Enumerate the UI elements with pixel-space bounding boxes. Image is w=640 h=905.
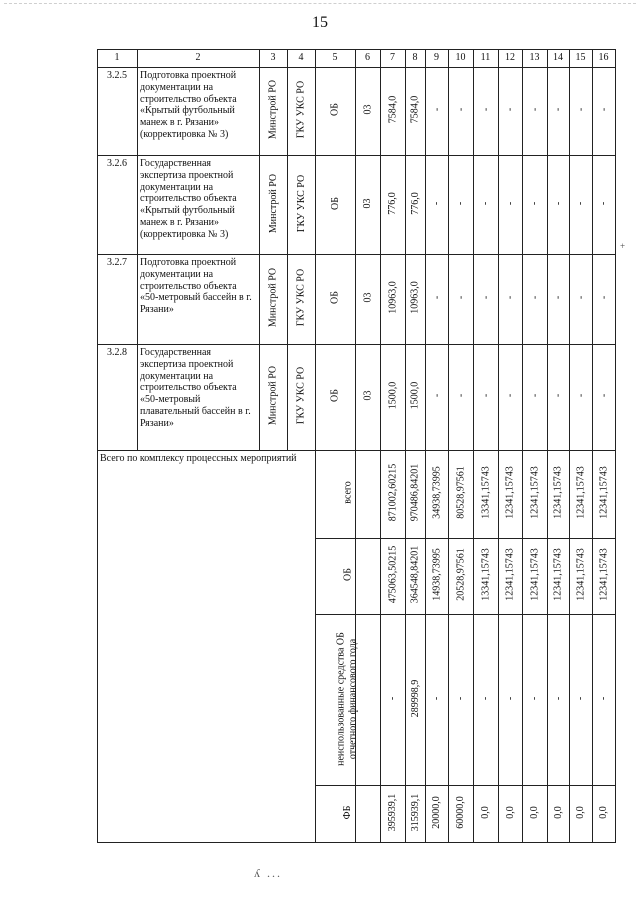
column-rule	[547, 49, 548, 843]
column-header-12: 12	[505, 52, 515, 64]
summary-value: 12341,15743	[552, 466, 564, 519]
row-contractor: ГКУ УКС РО	[295, 366, 307, 425]
column-header-13: 13	[529, 52, 540, 64]
row-value: -	[480, 295, 491, 300]
row-funding-source: ОБ	[329, 103, 341, 116]
summary-value: 12341,15743	[598, 548, 609, 601]
summary-value: 34938,73995	[431, 466, 442, 519]
summary-value: 0,0	[552, 805, 564, 819]
row-value: -	[431, 201, 442, 205]
column-header-15: 15	[575, 52, 586, 64]
column-rule	[287, 49, 288, 451]
row-year-code: 03	[362, 198, 373, 208]
row-value: -	[455, 107, 466, 112]
column-rule	[569, 49, 570, 843]
row-year-code: 03	[362, 292, 373, 303]
column-rule	[498, 49, 499, 843]
summary-value: 20528,97561	[455, 548, 466, 601]
handwritten-mark: ʎ ...	[254, 866, 282, 880]
column-rule	[473, 49, 474, 843]
row-value: -	[598, 201, 609, 205]
row-value: -	[598, 107, 609, 112]
row-contractor: ГКУ УКС РО	[295, 174, 307, 232]
summary-value: 0,0	[480, 805, 491, 819]
summary-value: -	[455, 696, 466, 700]
summary-value: -	[431, 696, 442, 700]
summary-value: 0,0	[504, 805, 516, 819]
summary-value: 0,0	[529, 805, 540, 819]
row-code: 3.2.7	[107, 257, 127, 268]
row-value: -	[529, 201, 540, 205]
page-number: 15	[312, 14, 328, 31]
summary-value: 395939,1	[387, 793, 398, 831]
row-value: -	[480, 107, 491, 112]
column-rule	[425, 49, 426, 843]
row-year1: 1500,0	[409, 381, 421, 410]
summary-row-rule	[315, 785, 615, 786]
summary-value: 12341,15743	[552, 548, 564, 601]
row-contractor: ГКУ УКС РО	[295, 80, 307, 139]
row-description: Государственная экспертиза проектной документации на строительство объекта «50-метровый плавательный бассейн в г. Рязани»	[140, 347, 251, 429]
summary-value: 871002,60215	[387, 463, 398, 522]
row-year-code: 03	[362, 390, 373, 401]
row-value: -	[529, 295, 540, 300]
column-header-11: 11	[480, 52, 491, 64]
table-bottom-rule	[97, 842, 616, 843]
row-funding-source: ОБ	[329, 196, 341, 210]
row-value: -	[529, 393, 540, 398]
column-rule	[448, 49, 449, 843]
column-rule	[405, 49, 406, 843]
row-executor: Минстрой РО	[267, 173, 279, 233]
row-description: Подготовка проектной документации на строительство объекта «50-метровый бассейн в г. Рязани»	[140, 257, 252, 316]
row-value: -	[552, 107, 564, 112]
summary-value: 60000,0	[455, 795, 466, 829]
summary-value: 289998,9	[409, 679, 421, 717]
row-funding-source: ОБ	[329, 291, 341, 304]
row-value: -	[598, 295, 609, 300]
summary-value: 14938,73995	[431, 548, 442, 601]
summary-value: 12341,15743	[598, 466, 609, 519]
summary-row-rule	[315, 538, 615, 539]
summary-value: 315939,1	[409, 793, 421, 831]
row-description: Подготовка проектной документации на строительство объекта «Крытый футбольный манеж в г. Рязани» (корректировка № 3)	[140, 70, 237, 140]
row-value: -	[575, 393, 586, 398]
summary-value: 12341,15743	[504, 548, 516, 601]
column-rule	[592, 49, 593, 843]
row-year1: 10963,0	[409, 281, 421, 314]
row-value: -	[575, 295, 586, 300]
column-rule	[259, 49, 260, 451]
column-rule	[380, 49, 381, 843]
row-value: -	[455, 201, 466, 205]
row-executor: Минстрой РО	[267, 267, 279, 328]
row-value: -	[480, 393, 491, 398]
summary-value: 12341,15743	[529, 548, 540, 601]
row-value: -	[575, 201, 586, 205]
column-header-4: 4	[298, 52, 304, 64]
row-value: -	[575, 107, 586, 112]
summary-value: 0,0	[575, 805, 586, 819]
row-value: -	[504, 393, 516, 398]
row-contractor: ГКУ УКС РО	[295, 268, 307, 327]
summary-value: 13341,15743	[480, 466, 491, 519]
margin-mark: +	[620, 241, 626, 251]
row-value: -	[504, 107, 516, 112]
summary-value: 364548,84201	[409, 545, 421, 604]
summary-value: 80528,97561	[455, 466, 466, 519]
summary-value: -	[504, 696, 516, 700]
column-rule	[615, 49, 616, 843]
column-header-7: 7	[390, 52, 395, 64]
column-header-16: 16	[598, 52, 609, 64]
summary-group-label: ОБ	[342, 568, 353, 581]
summary-group-label: ФБ	[342, 805, 353, 819]
row-value: -	[529, 107, 540, 112]
column-rule	[522, 49, 523, 843]
row-total: 10963,0	[387, 281, 398, 314]
summary-value: 0,0	[598, 805, 609, 819]
row-executor: Минстрой РО	[267, 365, 279, 426]
row-value: -	[552, 201, 564, 205]
row-value: -	[455, 393, 466, 398]
row-value: -	[552, 295, 564, 300]
summary-value: 970486,84201	[409, 463, 421, 522]
summary-group-label: всего	[342, 481, 353, 504]
summary-value: -	[575, 696, 586, 700]
summary-value: -	[552, 696, 564, 700]
row-code: 3.2.6	[107, 158, 127, 169]
row-code: 3.2.5	[107, 70, 127, 81]
summary-group-label: неиспользованные средства ОБ отчетного финансового года	[335, 631, 359, 766]
summary-value: -	[387, 696, 398, 700]
summary-value: 475063,50215	[387, 545, 398, 604]
column-header-1: 1	[114, 52, 120, 64]
summary-value: 12341,15743	[575, 548, 586, 601]
row-value: -	[598, 393, 609, 398]
column-rule	[315, 49, 316, 843]
row-total: 776,0	[387, 191, 398, 215]
column-header-3: 3	[270, 52, 276, 64]
summary-value: 13341,15743	[480, 548, 491, 601]
column-header-2: 2	[195, 52, 201, 64]
summary-value: 20000,0	[431, 795, 442, 829]
summary-value: 12341,15743	[529, 466, 540, 519]
row-executor: Минстрой РО	[267, 79, 279, 140]
column-header-10: 10	[455, 52, 466, 64]
row-value: -	[504, 295, 516, 300]
row-value: -	[455, 295, 466, 300]
row-value: -	[552, 393, 564, 398]
summary-value: 12341,15743	[575, 466, 586, 519]
row-year1: 776,0	[409, 191, 421, 215]
summary-value: -	[529, 696, 540, 700]
row-code: 3.2.8	[107, 347, 127, 358]
summary-label: Всего по комплексу процессных мероприятий	[100, 453, 297, 464]
summary-value: -	[480, 696, 491, 700]
row-value: -	[431, 107, 442, 112]
column-header-14: 14	[553, 52, 563, 64]
summary-value: -	[598, 696, 609, 700]
row-value: -	[504, 201, 516, 205]
row-description: Государственная экспертиза проектной документации на строительство объекта «Крытый футбольный манеж в г. Рязани» (корректировка № 3)	[140, 158, 237, 240]
column-header-5: 5	[332, 52, 338, 64]
row-value: -	[480, 201, 491, 205]
row-total: 7584,0	[387, 95, 398, 124]
column-header-9: 9	[434, 52, 439, 64]
row-total: 1500,0	[387, 381, 398, 410]
summary-value: 12341,15743	[504, 466, 516, 519]
summary-row-rule	[315, 614, 615, 615]
row-value: -	[431, 295, 442, 300]
row-funding-source: ОБ	[329, 389, 341, 402]
column-header-8: 8	[412, 52, 418, 64]
column-header-6: 6	[365, 52, 370, 64]
row-year1: 7584,0	[409, 95, 421, 124]
row-year-code: 03	[362, 104, 373, 115]
row-value: -	[431, 393, 442, 398]
